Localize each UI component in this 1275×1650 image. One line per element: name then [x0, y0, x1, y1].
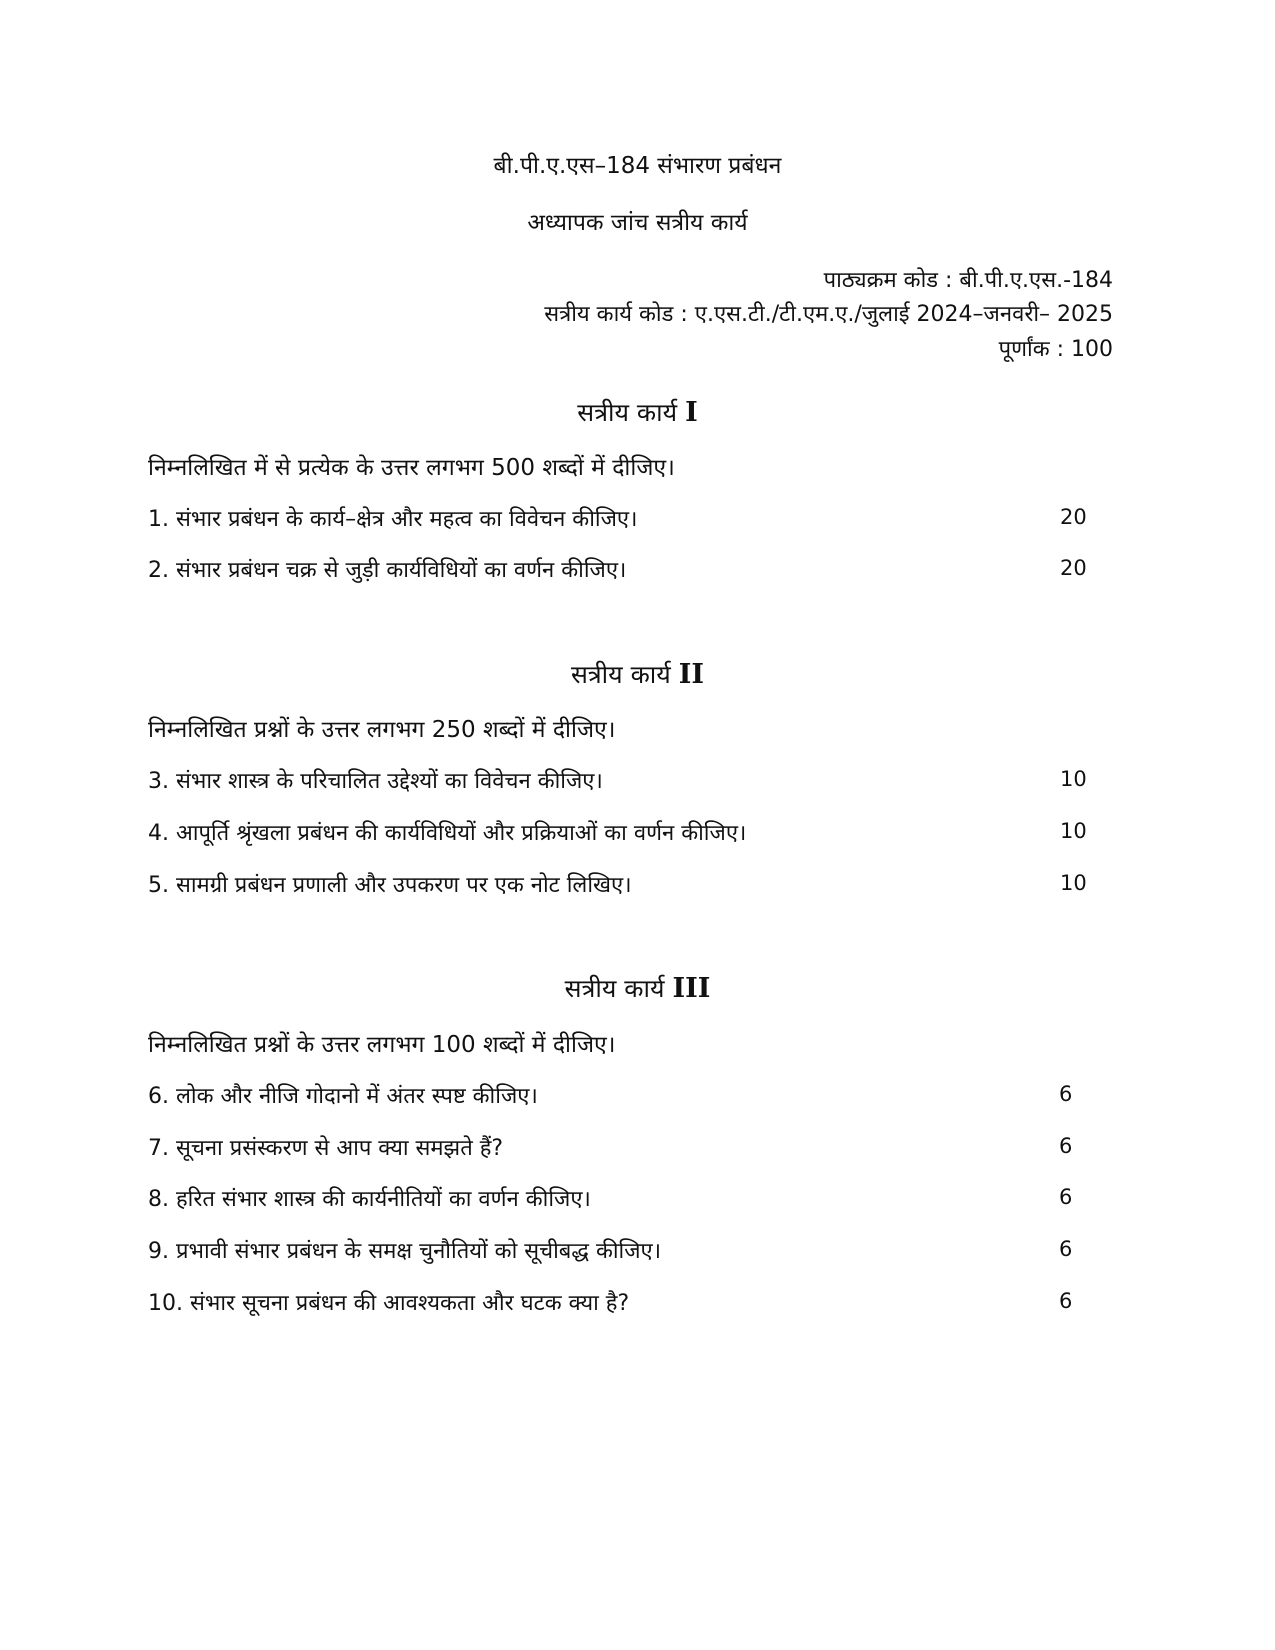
assignment-code: सत्रीय कार्य कोड : ए.एस.टी./टी.एम.ए./जुलाई 2024–जनवरी– 2025: [544, 302, 1113, 327]
section-heading-2: [0, 657, 1275, 691]
course-code: पाठ्यक्रम कोड : बी.पी.ए.एस.-184: [823, 268, 1113, 293]
section-instruction-1: निम्नलिखित में से प्रत्येक के उत्तर लगभग 500 शब्दों में दीजिए।: [148, 455, 675, 481]
section-heading-text: सत्रीय कार्य: [570, 660, 671, 689]
question-7: 7. सूचना प्रसंस्करण से आप क्या समझते हैं?: [148, 1136, 504, 1161]
section-instruction-3: निम्नलिखित प्रश्नों के उत्तर लगभग 100 शब्दों में दीजिए।: [148, 1032, 616, 1058]
section-heading-roman: II: [678, 659, 705, 690]
section-heading-1: [0, 395, 1275, 429]
question-marks-2: 20: [1060, 556, 1087, 580]
question-3: 3. संभार शास्त्र के परिचालित उद्देश्यों का विवेचन कीजिए।: [148, 769, 603, 794]
section-heading-text: सत्रीय कार्य: [564, 974, 665, 1003]
question-8: 8. हरित संभार शास्त्र की कार्यनीतियों का वर्णन कीजिए।: [148, 1187, 591, 1212]
max-marks: पूर्णांक : 100: [998, 337, 1113, 362]
question-10: 10. संभार सूचना प्रबंधन की आवश्यकता और घटक क्या है?: [148, 1291, 630, 1316]
question-6: 6. लोक और नीजि गोदानो में अंतर स्पष्ट कीजिए।: [148, 1084, 538, 1109]
question-5: 5. सामग्री प्रबंधन प्रणाली और उपकरण पर एक नोट लिखिए।: [148, 873, 632, 898]
question-marks-5: 10: [1060, 871, 1087, 895]
question-marks-7: 6: [1059, 1134, 1073, 1158]
question-marks-4: 10: [1060, 819, 1087, 843]
question-marks-9: 6: [1059, 1237, 1073, 1261]
section-heading-roman: III: [672, 973, 711, 1004]
question-marks-8: 6: [1059, 1185, 1073, 1209]
question-2: 2. संभार प्रबंधन चक्र से जुड़ी कार्यविधियों का वर्णन कीजिए।: [148, 558, 627, 583]
section-heading-text: सत्रीय कार्य: [577, 398, 678, 427]
question-9: 9. प्रभावी संभार प्रबंधन के समक्ष चुनौतियों को सूचीबद्ध कीजिए।: [148, 1239, 662, 1264]
question-marks-1: 20: [1060, 505, 1087, 529]
document-title: बी.पी.ए.एस–184 संभारण प्रबंधन: [493, 153, 782, 179]
section-heading-roman: I: [685, 397, 698, 428]
section-heading-3: [0, 971, 1275, 1005]
question-marks-6: 6: [1059, 1082, 1073, 1106]
question-1: 1. संभार प्रबंधन के कार्य–क्षेत्र और महत्व का विवेचन कीजिए।: [148, 507, 638, 532]
question-marks-10: 6: [1059, 1289, 1073, 1313]
section-instruction-2: निम्नलिखित प्रश्नों के उत्तर लगभग 250 शब्दों में दीजिए।: [148, 717, 616, 743]
question-4: 4. आपूर्ति श्रृंखला प्रबंधन की कार्यविधियों और प्रक्रियाओं का वर्णन कीजिए।: [148, 821, 747, 846]
question-marks-3: 10: [1060, 767, 1087, 791]
document-subtitle: अध्यापक जांच सत्रीय कार्य: [527, 210, 748, 236]
